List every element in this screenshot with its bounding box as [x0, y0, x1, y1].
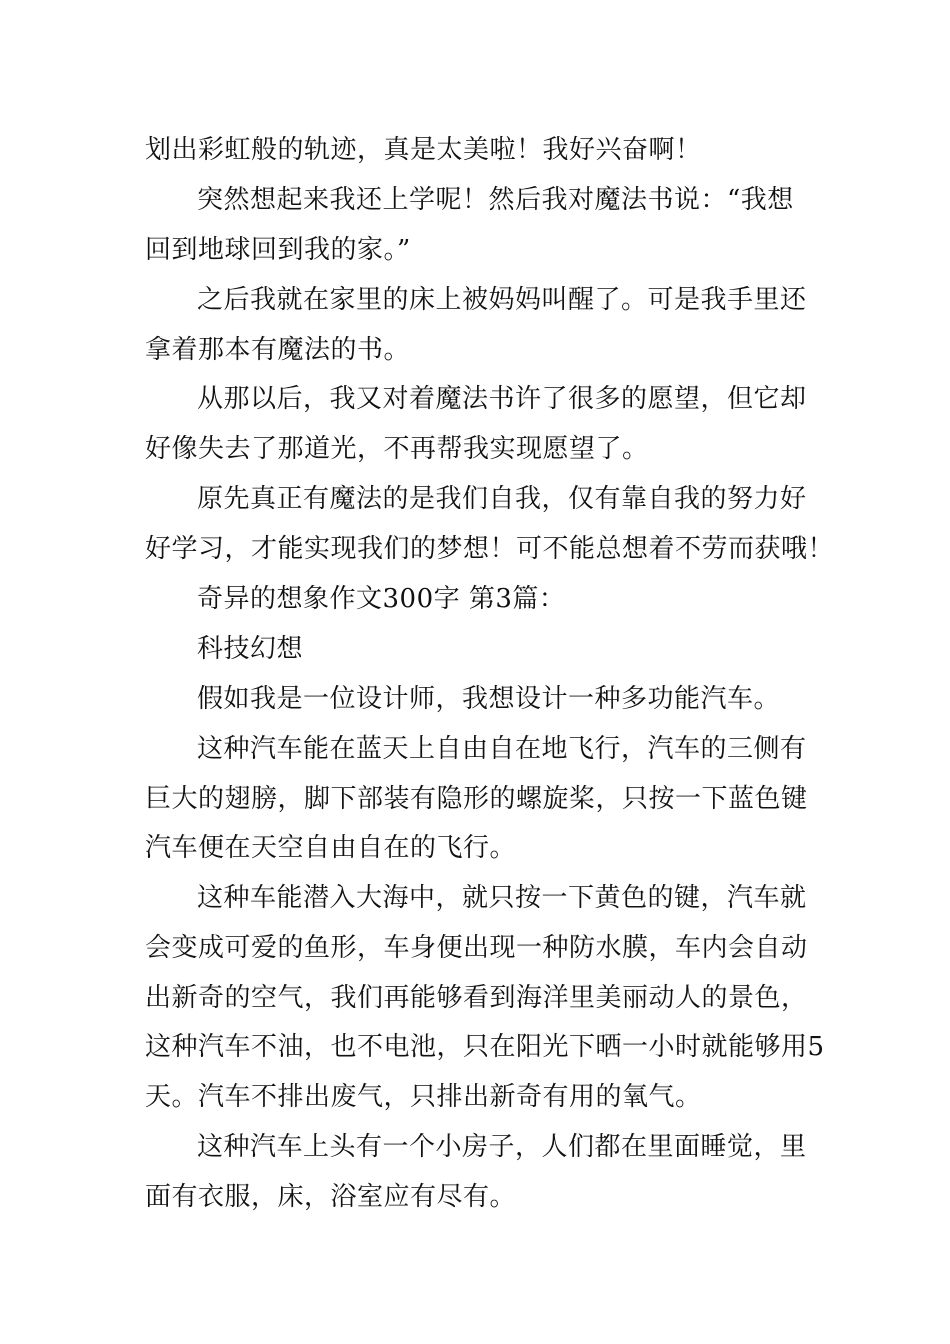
text-line: 巨大的翅膀，脚下部装有隐形的螺旋桨，只按一下蓝色键: [145, 784, 808, 814]
text-line: 从那以后，我又对着魔法书许了很多的愿望，但它却: [197, 384, 807, 414]
text-line: 会变成可爱的鱼形，车身便出现一种防水膜，车内会自动: [145, 933, 808, 963]
text-line: 假如我是一位设计师，我想设计一种多功能汽车。: [197, 684, 781, 714]
section-heading: 奇异的想象作文300字 第3篇：: [197, 584, 566, 614]
text-line: 天。汽车不排出废气，只排出新奇有用的氧气。: [145, 1082, 702, 1112]
text-line: 回到地球回到我的家。”: [145, 235, 411, 265]
text-line: 原先真正有魔法的是我们自我，仅有靠自我的努力好: [197, 484, 807, 514]
text-line: 出新奇的空气，我们再能够看到海洋里美丽动人的景色，: [145, 983, 808, 1013]
text-line: 突然想起来我还上学呢！然后我对魔法书说：“我想: [197, 185, 794, 215]
text-line: 这种汽车上头有一个小房子，人们都在里面睡觉，里: [197, 1132, 807, 1162]
article-title: 科技幻想: [197, 634, 304, 664]
text-line: 汽车便在天空自由自在的飞行。: [145, 833, 517, 863]
text-line: 面有衣服，床，浴室应有尽有。: [145, 1182, 517, 1212]
text-line: 拿着那本有魔法的书。: [145, 335, 411, 365]
text-line: 好像失去了那道光，不再帮我实现愿望了。: [145, 434, 649, 464]
text-line: 这种车能潜入大海中，就只按一下黄色的键，汽车就: [197, 883, 807, 913]
text-line: 划出彩虹般的轨迹，真是太美啦！我好兴奋啊！: [145, 135, 702, 165]
text-line: 这种汽车不油，也不电池，只在阳光下晒一小时就能够用5: [145, 1032, 825, 1062]
text-line: 好学习，才能实现我们的梦想！可不能总想着不劳而获哦！: [145, 534, 835, 564]
text-line: 之后我就在家里的床上被妈妈叫醒了。可是我手里还: [197, 285, 807, 315]
text-line: 这种汽车能在蓝天上自由自在地飞行，汽车的三侧有: [197, 734, 807, 764]
